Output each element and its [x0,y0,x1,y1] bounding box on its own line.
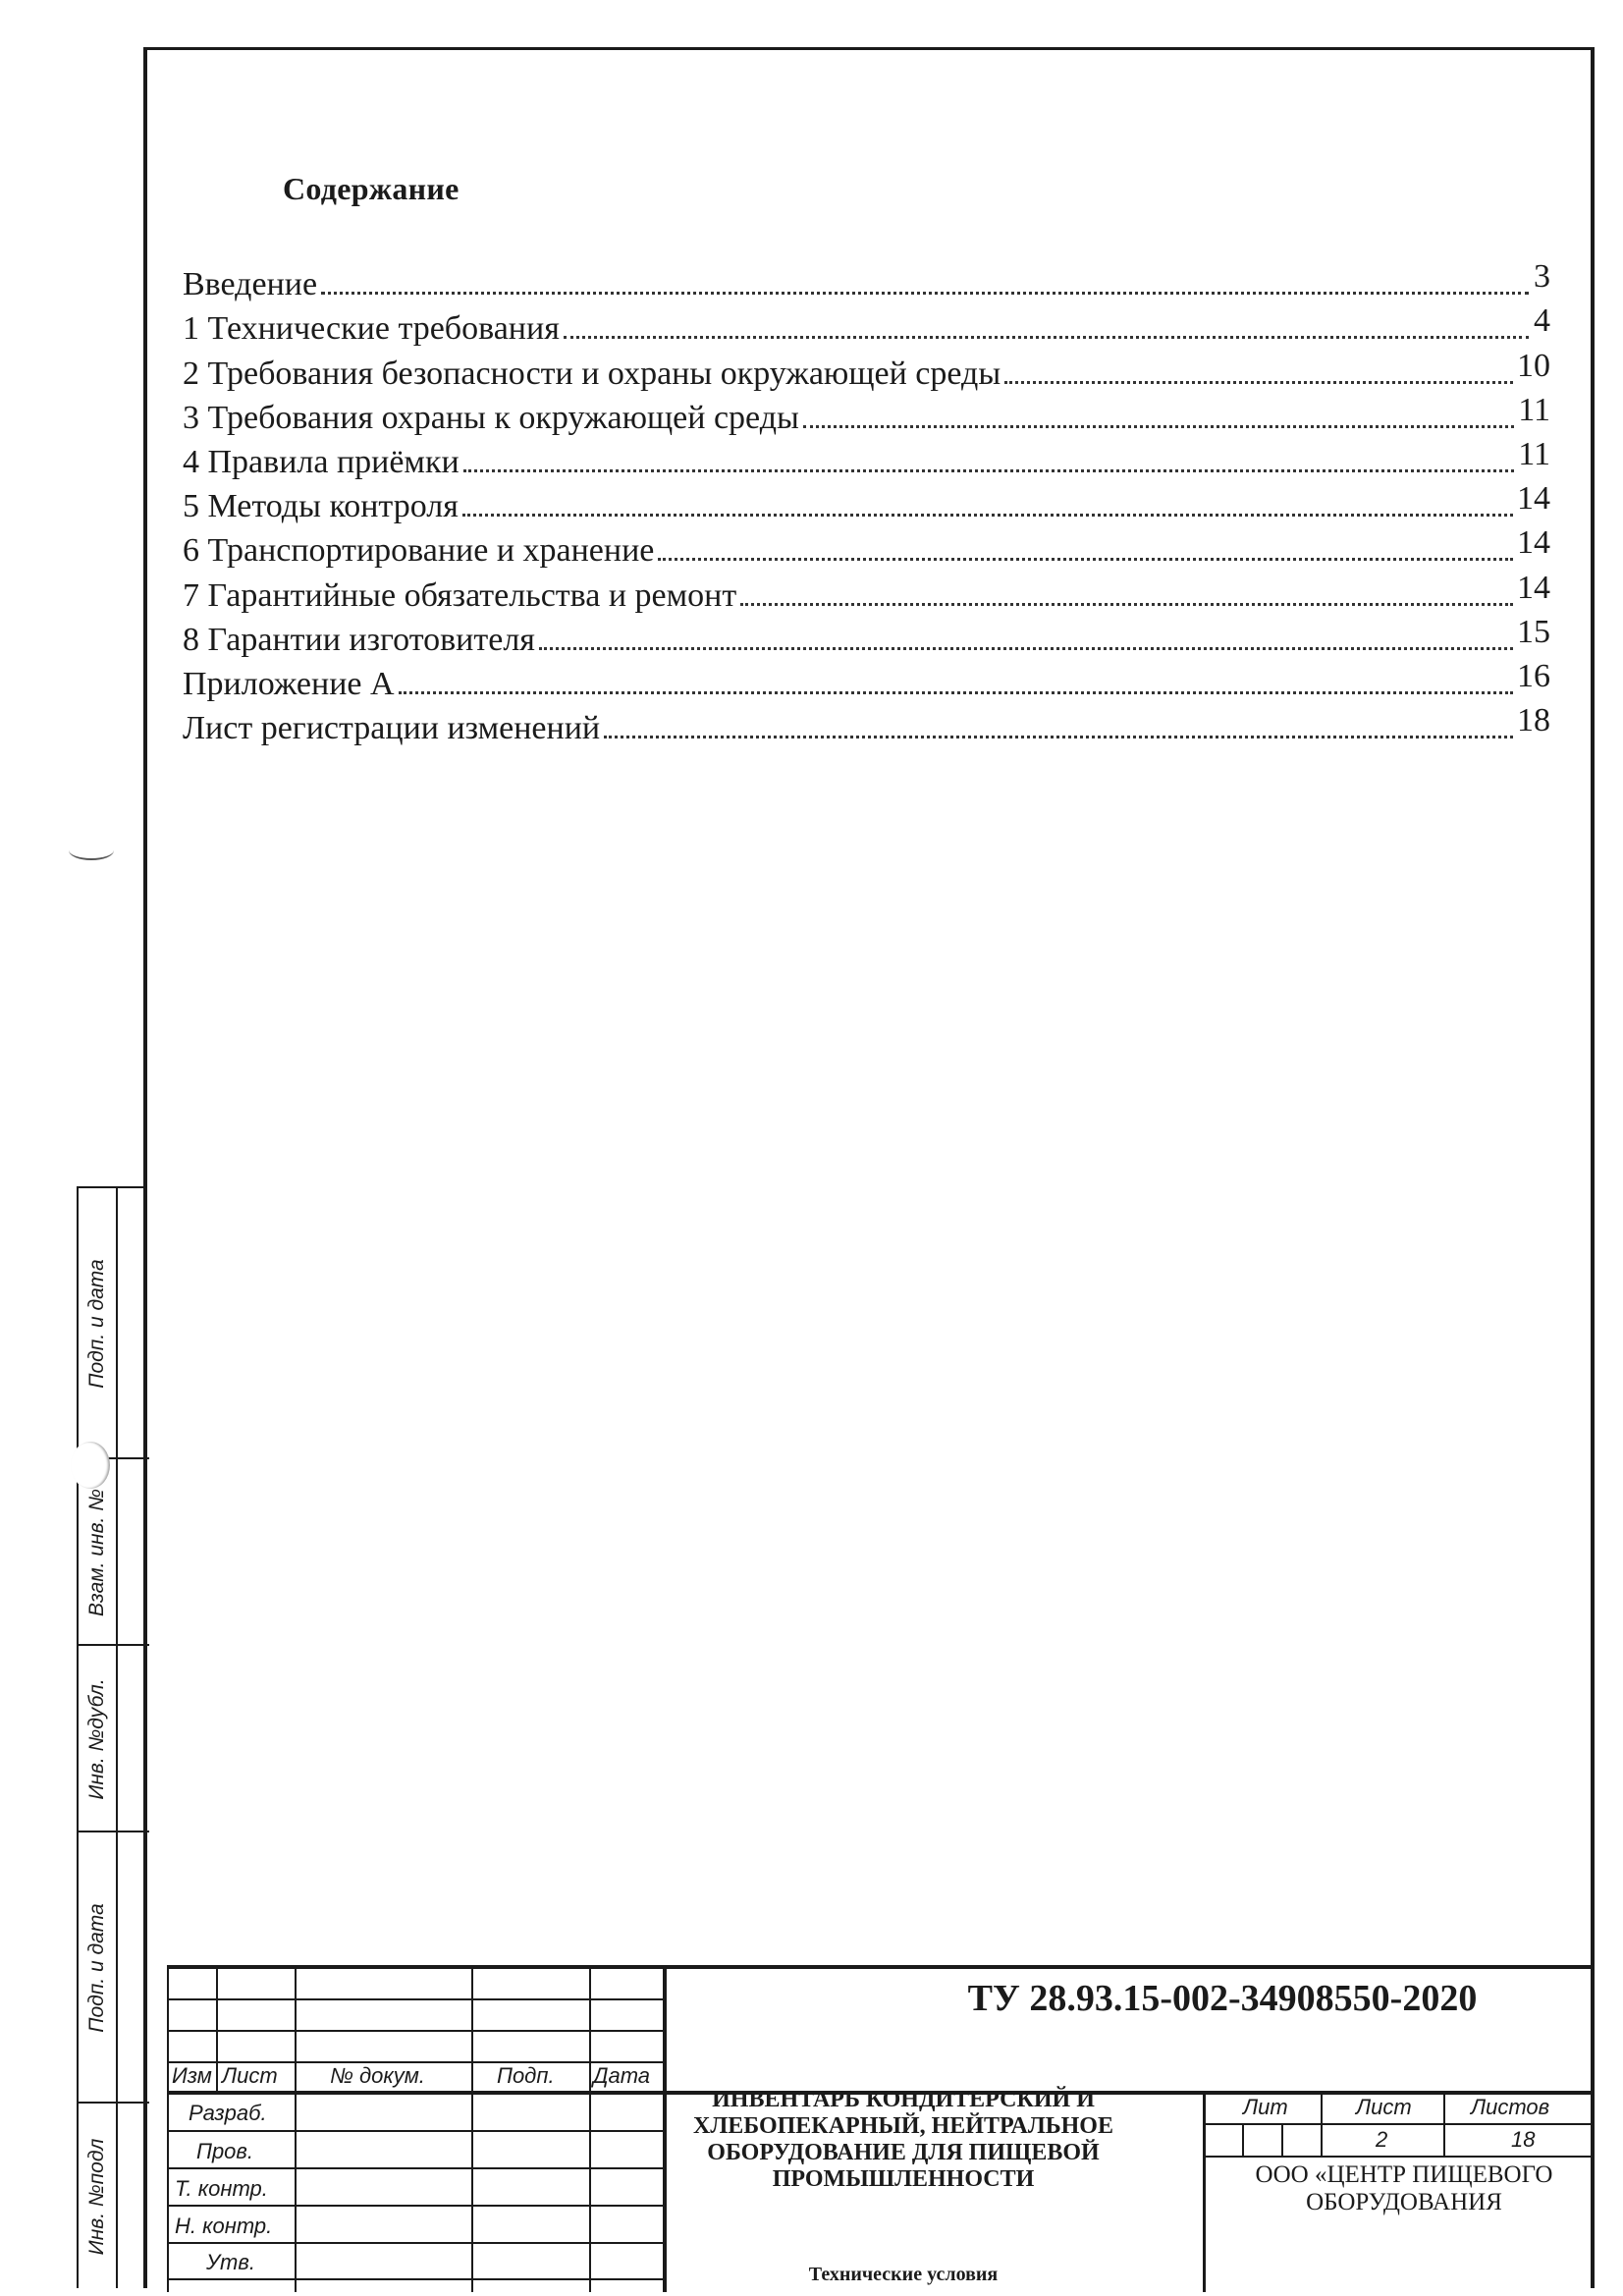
binding-label-sign-date-2: Подп. и дата [85,1903,108,2033]
binding-cell-sign-date-1 [79,1188,149,1459]
product-title: ИНВЕНТАРЬ КОНДИТЕРСКИЙ И ХЛЕБОПЕКАРНЫЙ, НЕЙТРАЛЬНОЕ ОБОРУДОВАНИЕ ДЛЯ ПИЩЕВОЙ ПРОМЫШЛЕННОСТИ [693,2087,1113,2193]
toc-entry-label: Приложение А [183,665,395,702]
document-number: ТУ 28.93.15-002-34908550-2020 [967,1978,1478,2019]
toc-leader-dots [463,468,1515,472]
toc-leader-dots [803,424,1514,428]
toc-title: Содержание [283,171,460,206]
toc-leader-dots [1004,380,1513,384]
toc-entry-page: 11 [1518,391,1550,428]
column-date: Дата [593,2063,651,2088]
role-razrab: Разраб. [189,2101,267,2125]
binding-cell-dup-inv [79,1646,149,1832]
toc-leader-dots [740,602,1513,606]
toc-leader-dots [564,335,1529,339]
column-doc-no: № докум. [330,2063,425,2088]
toc-entry [183,701,1550,745]
role-n-kontr: Н. контр. [175,2214,273,2238]
grid-line [1321,2091,1323,2156]
toc-entry-label: Лист регистрации изменений [183,710,601,747]
grid-line [167,2030,663,2032]
toc-entry [183,391,1550,435]
toc-entry [183,435,1550,479]
toc-entry-label: 5 Методы контроля [183,488,459,525]
toc-entry-label: 8 Гарантии изготовителя [183,621,535,658]
organization-name: ООО «ЦЕНТР ПИЩЕВОГО ОБОРУДОВАНИЯ [1255,2161,1553,2215]
toc-entry-page: 3 [1534,258,1550,296]
toc-entry [183,257,1550,301]
table-of-contents [183,257,1550,745]
sheet-number: 2 [1376,2127,1388,2152]
grid-line [167,2242,663,2244]
grid-line [1242,2123,1244,2156]
grid-line [1203,2156,1595,2158]
toc-entry-page: 14 [1517,480,1550,518]
toc-entry [183,301,1550,346]
grid-line [167,2278,663,2280]
toc-entry-label: 4 Правила приёмки [183,443,460,480]
product-subtitle: Технические условия [808,2264,999,2285]
column-sign: Подп. [497,2063,555,2088]
column-list: Лист [222,2063,278,2088]
toc-leader-dots [539,646,1513,650]
column-izm: Изм [172,2063,212,2088]
toc-entry [183,346,1550,390]
role-utv: Утв. [206,2250,255,2274]
role-prov: Пров. [196,2139,254,2163]
grid-line [1203,2123,1595,2125]
grid-line [167,2167,663,2169]
toc-entry-label: 1 Технические требования [183,310,560,348]
grid-line [1443,2091,1445,2156]
binding-label-dup-inv: Инв. №дубл. [85,1678,108,1800]
toc-leader-dots [321,291,1529,295]
toc-entry-label: 2 Требования безопасности и охраны окружающей среды [183,355,1001,392]
toc-entry [183,568,1550,612]
toc-entry-page: 10 [1517,347,1550,384]
toc-leader-dots [658,557,1513,561]
binding-cell-orig-inv [79,2104,149,2290]
toc-entry-page: 16 [1517,657,1550,694]
toc-entry-page: 14 [1517,524,1550,562]
binding-label-sign-date-1: Подп. и дата [85,1259,108,1389]
toc-entry-page: 14 [1517,569,1550,606]
toc-entry-page: 18 [1517,702,1550,739]
toc-entry [183,613,1550,657]
toc-entry-label: Введение [183,266,318,303]
toc-leader-dots [399,690,1513,694]
header-lit: Лит [1243,2095,1288,2119]
role-t-kontr: Т. контр. [175,2176,268,2201]
grid-line [167,2130,663,2132]
binding-label-replaces-inv: Взам. инв. № [85,1489,108,1616]
scan-mark [69,841,114,860]
toc-leader-dots [604,735,1513,738]
toc-entry-page: 15 [1517,613,1550,650]
toc-entry [183,523,1550,568]
binding-strip [77,1186,147,2288]
title-block [167,1965,1595,2288]
toc-leader-dots [462,513,1513,517]
punch-hole [71,1442,110,1489]
toc-entry-label: 7 Гарантийные обязательства и ремонт [183,576,737,614]
header-sheets-total: Листов [1471,2095,1550,2119]
grid-line [167,2205,663,2207]
toc-entry [183,657,1550,701]
grid-line [295,2091,297,2292]
header-sheet: Лист [1356,2095,1412,2119]
binding-label-orig-inv: Инв. №подл [85,2138,108,2256]
grid-line [167,1998,663,2000]
binding-cell-sign-date-2 [79,1832,149,2104]
toc-entry-page: 11 [1518,435,1550,472]
toc-entry [183,479,1550,523]
toc-entry-page: 4 [1534,302,1550,340]
toc-entry-label: 6 Транспортирование и хранение [183,532,655,570]
sheets-total: 18 [1511,2127,1536,2152]
toc-entry-label: 3 Требования охраны к окружающей среды [183,399,799,436]
grid-line [1281,2123,1283,2156]
